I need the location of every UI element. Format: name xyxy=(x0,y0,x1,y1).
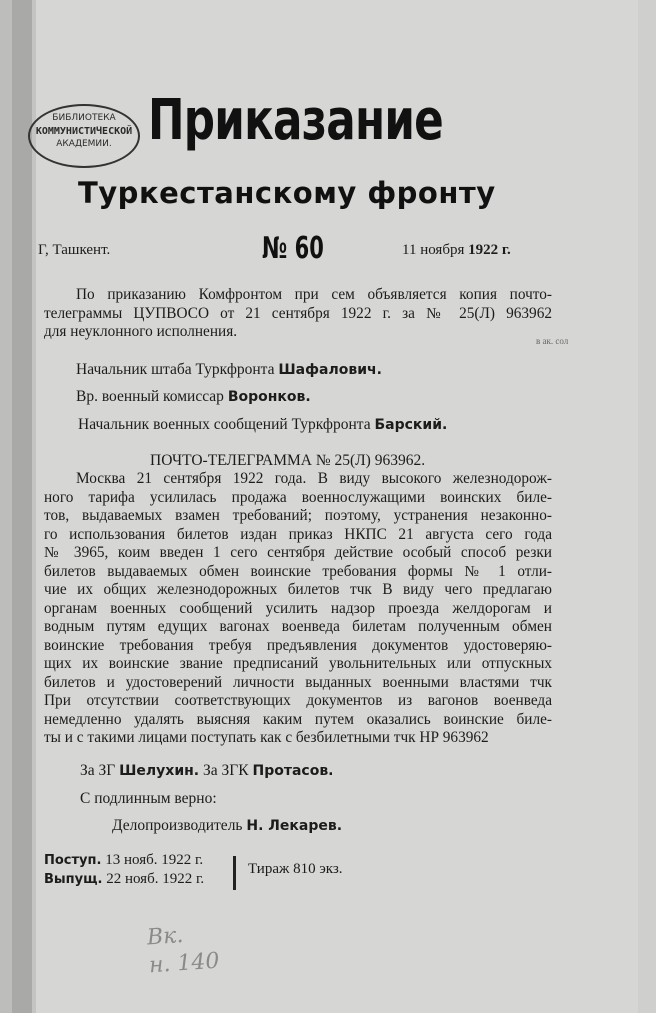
stamp-line: БИБЛИОТЕКА xyxy=(52,113,116,123)
telegram-heading: ПОЧТО-ТЕЛЕГРАММА № 25(Л) 963962. xyxy=(150,452,426,469)
stamp-line: АКАДЕМИИ. xyxy=(56,139,112,149)
page-edge-right xyxy=(638,0,656,1013)
received-date: 13 нояб. 1922 г. xyxy=(105,852,204,868)
signatory-role: Начальник военных сообщений Туркфронта xyxy=(78,416,371,433)
text-line: Москва 21 сентября 1922 года. В виду высокого железнодорож- xyxy=(76,470,552,487)
received-label: Поступ. xyxy=(44,853,102,868)
received-line xyxy=(44,852,203,869)
deputy-name: Протасов. xyxy=(252,763,334,779)
intro-paragraph xyxy=(44,286,552,342)
certified-true: С подлинным верно: xyxy=(80,790,217,807)
library-stamp xyxy=(28,104,140,168)
clerk-role: Делопроизводитель xyxy=(112,817,243,834)
issued-label: Выпущ. xyxy=(44,872,103,887)
text-line: чие их общих железнодорожных билетов тчк В виду чего предлагаю xyxy=(44,581,552,598)
handwritten-note xyxy=(146,920,220,981)
text-line: билетов и удостоверений личности выданных военными властями тчк xyxy=(44,673,552,691)
document-subtitle: Туркестанскому фронту xyxy=(78,176,496,210)
signatory-name: Шафалович. xyxy=(278,362,382,378)
text-line: При отсутствии соответствующих документов из вагонов военведа xyxy=(44,692,552,709)
signatory xyxy=(76,361,382,379)
date-year: 1922 г. xyxy=(468,242,511,258)
handwritten-line: н. 140 xyxy=(148,948,221,979)
page-edge xyxy=(0,0,12,1013)
signatory-name: Воронков. xyxy=(227,389,311,405)
signatory xyxy=(76,388,311,406)
binding-strip xyxy=(12,0,32,1013)
document-title: Приказание xyxy=(148,88,444,153)
text-line: водным путям едущих вагонах военведа билетам полученным обмен xyxy=(44,618,552,635)
text-line: ты и с такими лицами поступать как с безбилетными тчк НР 963962 xyxy=(44,729,489,746)
text-line: го использования билетов издан приказ НКПС 21 августа сего года xyxy=(44,525,552,543)
text-line: № 3965, коим введен 1 сего сентября действие особый способ резки xyxy=(44,544,552,561)
text-line: ного тарифа усилилась продажа военнослужащими воинских биле- xyxy=(44,488,552,506)
stamp-line: КОММУНИСТИЧЕСКОЙ xyxy=(35,126,133,137)
issued-line xyxy=(44,871,204,888)
signatory-name: Барский. xyxy=(374,417,448,433)
pencil-note: в ак. сол xyxy=(536,336,569,346)
text-line: тов, выдаваемых взамен требований; поэтому, устранения незаконно- xyxy=(44,507,552,524)
print-run: Тираж 810 экз. xyxy=(248,861,343,877)
handwritten-line: Вк. xyxy=(146,922,185,951)
order-date xyxy=(402,242,511,259)
text-line: для неуклонного исполнения. xyxy=(44,323,238,340)
text-line: телеграммы ЦУПВОСО от 21 сентября 1922 г. за № 25(Л) 963962 xyxy=(44,304,552,322)
deputy-name: Шелухин. xyxy=(119,763,200,779)
date-day: 11 ноября xyxy=(402,242,465,258)
clerk-line xyxy=(112,817,342,835)
telegram-body xyxy=(44,470,552,748)
text-line: По приказанию Комфронтом при сем объявляется копия почто- xyxy=(76,286,552,303)
signatory-role: Начальник штаба Туркфронта xyxy=(76,361,275,378)
text-line: немедленно удалять выясняя каким путем оказались воинские биле- xyxy=(44,710,552,728)
clerk-name: Н. Лекарев. xyxy=(246,818,343,834)
deputy-role: За ЗГ xyxy=(80,762,116,779)
deputy-role: За ЗГК xyxy=(203,762,249,779)
signatory-role: Вр. военный комиссар xyxy=(76,388,224,405)
city: Г, Ташкент. xyxy=(38,242,111,258)
text-line: билетов выдаваемых обмен воинские требования формы № 1 отли- xyxy=(44,562,552,580)
text-line: щих их воинские звание предписаний увольнительных или отпускных xyxy=(44,655,552,672)
divider xyxy=(233,856,236,890)
signatory xyxy=(78,416,447,434)
issued-date: 22 нояб. 1922 г. xyxy=(106,871,205,887)
text-line: воинские требования требуя предъявления документов удостоверяю- xyxy=(44,636,552,654)
deputies-line xyxy=(80,762,334,780)
text-line: органам военных сообщений усилить надзор проезда желдорогам и xyxy=(44,599,552,617)
order-number: № 60 xyxy=(262,231,324,266)
